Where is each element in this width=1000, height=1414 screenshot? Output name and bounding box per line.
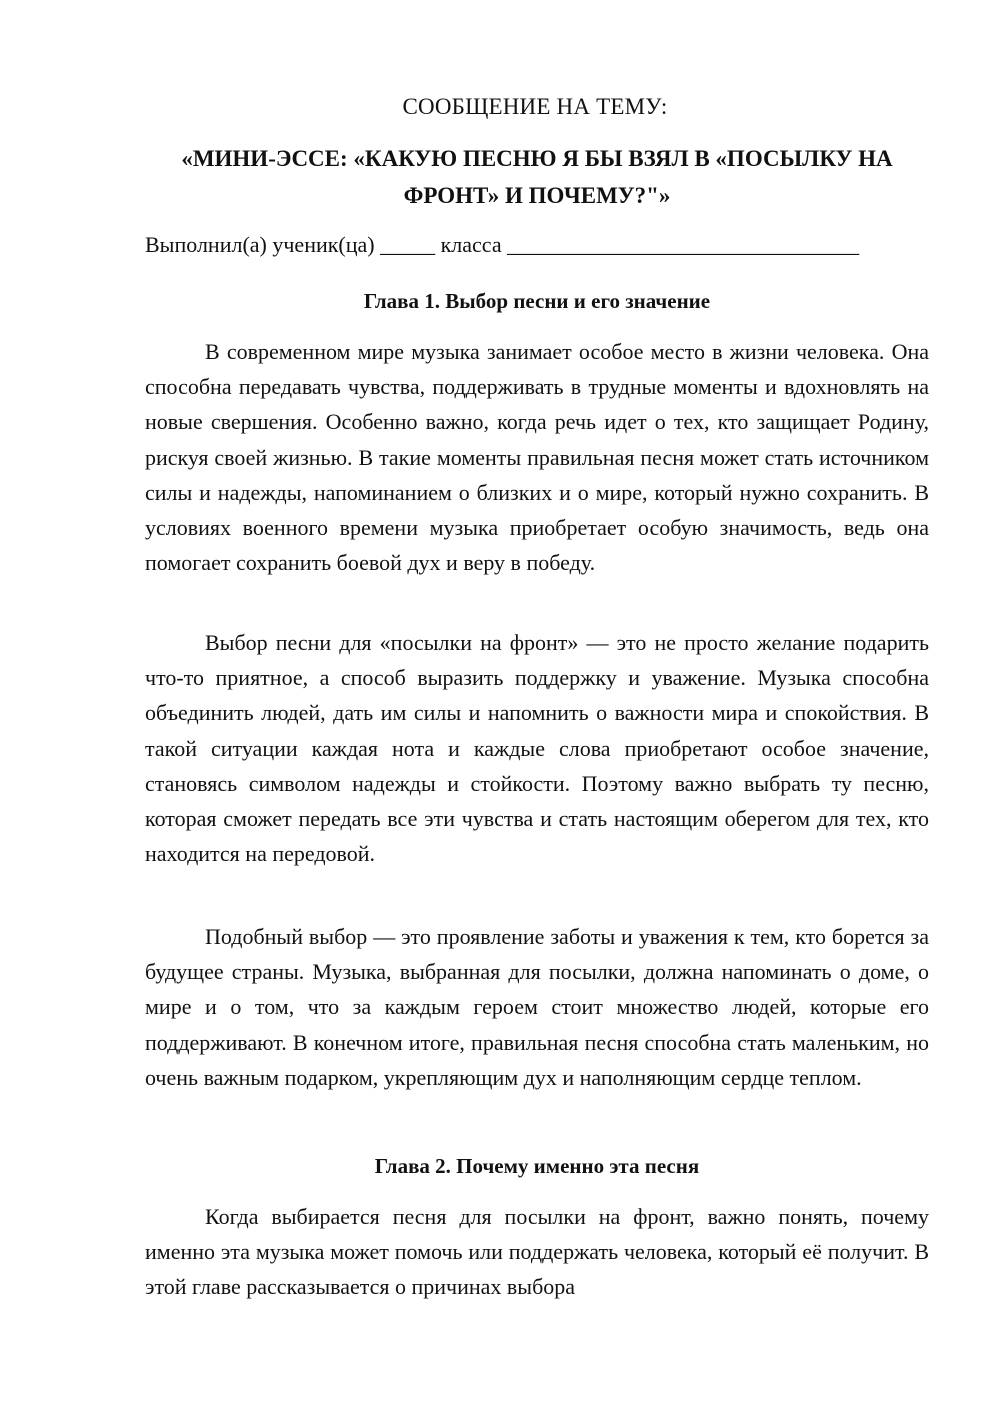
chapter-2-paragraph-1: Когда выбирается песня для посылки на фронт, важно понять, почему именно эта музыка может помочь или поддержать человека, который её получит. В этой главе рассказывается о причинах выбора: [145, 1204, 929, 1300]
author-line: Выполнил(а) ученик(ца) _____ класса ________________________________: [145, 232, 860, 257]
chapter-1-heading: Глава 1. Выбор песни и его значение: [363, 289, 711, 313]
document-title: [145, 140, 929, 214]
document-title-line-1: «МИНИ-ЭССЕ: «КАКУЮ ПЕСНЮ Я БЫ ВЗЯЛ В «ПОСЫЛКУ НА: [181, 146, 893, 171]
chapter-1-paragraph-2: Выбор песни для «посылки на фронт» — это не просто желание подарить что-то приятное, а способ выразить поддержку и уважение. Музыка способна объединить людей, дать им силы и напомнить о важности мира и спокойствия. В такой ситуации каждая нота и каждые слова приобретают особое значение, становясь символом надежды и стойкости. Поэтому важно выбрать ту песню, которая сможет передать все эти чувства и стать настоящим оберегом для тех, кто находится на передовой.: [145, 630, 929, 867]
chapter-1-paragraph-1: В современном мире музыка занимает особое место в жизни человека. Она способна передавать чувства, поддерживать в трудные моменты и вдохновлять на новые свершения. Особенно важно, когда речь идет о тех, кто защищает Родину, рискуя своей жизнью. В такие моменты правильная песня может стать источником силы и надежды, напоминанием о близких и о мире, который нужно сохранить. В условиях военного времени музыка приобретает особую значимость, ведь она помогает сохранить боевой дух и веру в победу.: [145, 339, 929, 576]
chapter-1-paragraph-3: Подобный выбор — это проявление заботы и уважения к тем, кто борется за будущее страны. Музыка, выбранная для посылки, должна напоминать о доме, о мире и о том, что за каждым героем стоит множество людей, которые его поддерживают. В конечном итоге, правильная песня способна стать маленьким, но очень важным подарком, укрепляющим дух и наполняющим сердце теплом.: [145, 924, 929, 1090]
report-label: СООБЩЕНИЕ НА ТЕМУ:: [402, 94, 668, 119]
chapter-2-heading: Глава 2. Почему именно эта песня: [374, 1154, 700, 1178]
document-title-line-2: ФРОНТ» И ПОЧЕМУ?"»: [403, 183, 671, 208]
